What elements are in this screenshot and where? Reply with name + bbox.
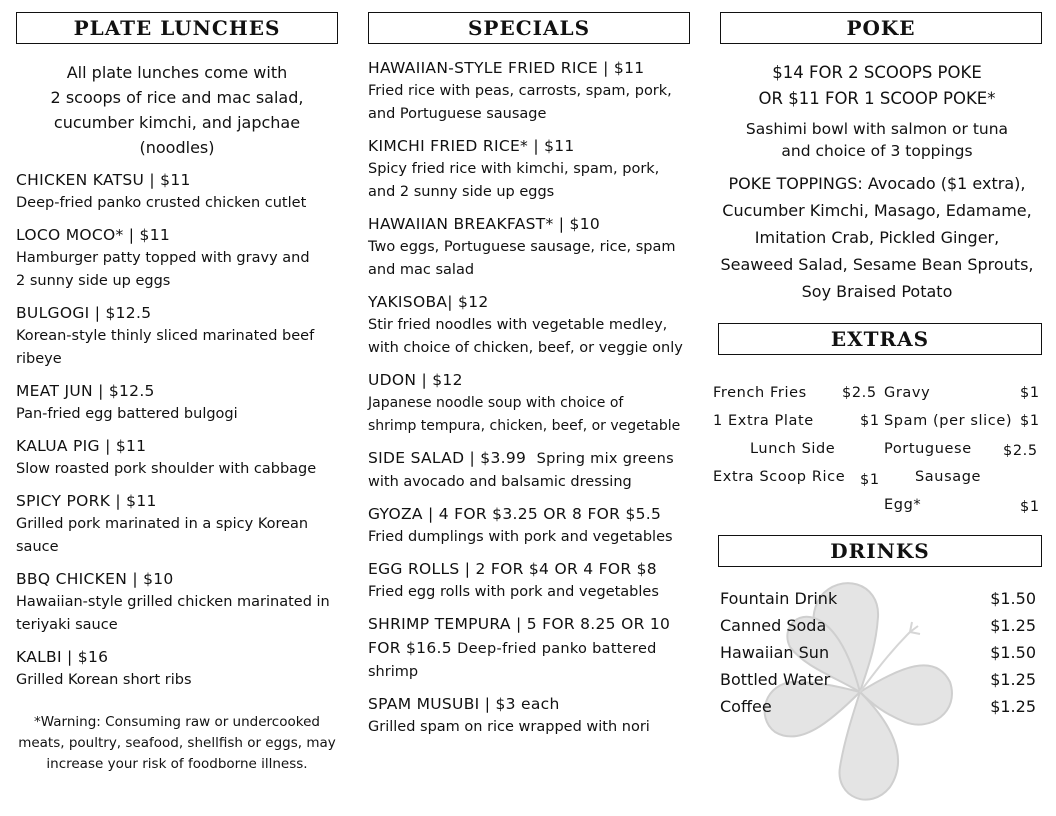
menu-item-bulgogi [16, 301, 338, 371]
item-desc: Pan-fried egg battered bulgogi [16, 406, 238, 422]
drink-row [720, 612, 1036, 639]
warning-line: *Warning: Consuming raw or undercooked [34, 714, 320, 730]
item-title: SHRIMP TEMPURA | 5 FOR 8.25 OR 10 [368, 615, 671, 633]
toppings-line: Seaweed Salad, Sesame Bean Sprouts, [720, 255, 1034, 274]
warning-line: meats, poultry, seafood, shellfish or eggs, may [18, 735, 336, 751]
item-desc: shrimp [368, 664, 419, 680]
extra-name: Lunch Side [750, 441, 836, 457]
item-desc: Fried rice with peas, carrosts, spam, pork, [368, 83, 672, 99]
drink-name: Hawaiian Sun [720, 643, 830, 662]
item-desc: Two eggs, Portuguese sausage, rice, spam [368, 239, 676, 255]
warning-line: increase your risk of foodborne illness. [46, 756, 308, 772]
specials-column [368, 12, 690, 739]
item-desc: Spicy fried rice with kimchi, spam, pork, [368, 161, 660, 177]
item-title-text: SIDE SALAD | $3.99 [368, 449, 527, 467]
item-title: KALBI | $16 [16, 648, 109, 666]
extra-price: $1 [1020, 385, 1040, 401]
item-desc: with avocado and balsamic dressing [368, 474, 632, 490]
item-title: MEAT JUN | $12.5 [16, 382, 155, 400]
item-desc: ribeye [16, 351, 62, 367]
item-desc: 2 sunny side up eggs [16, 273, 171, 289]
plate-lunches-header: PLATE LUNCHES [16, 12, 338, 44]
poke-description [712, 118, 1042, 162]
item-desc: sauce [16, 539, 59, 555]
item-title: UDON | $12 [368, 371, 463, 389]
right-column [712, 12, 1042, 720]
item-title: KALUA PIG | $11 [16, 437, 147, 455]
extra-name: 1 Extra Plate [713, 413, 814, 429]
food-safety-warning [16, 712, 338, 775]
item-title: GYOZA | 4 FOR $3.25 OR 8 FOR $5.5 [368, 505, 662, 523]
item-desc-inline: Deep-fried panko battered [457, 641, 657, 657]
drink-price: $1.25 [990, 616, 1036, 635]
toppings-line: POKE TOPPINGS: Avocado ($1 extra), [728, 174, 1026, 193]
poke-price-line: $14 FOR 2 SCOOPS POKE [772, 63, 982, 82]
poke-prices [712, 60, 1042, 112]
intro-line: cucumber kimchi, and japchae (noodles) [53, 113, 301, 157]
item-desc: Korean-style thinly sliced marinated beef [16, 328, 315, 344]
extra-price: $1 [860, 413, 880, 429]
drink-row [720, 693, 1036, 720]
menu-item-hawaiian-breakfast [368, 212, 690, 282]
menu-item-egg-rolls [368, 557, 690, 604]
item-desc: shrimp tempura, chicken, beef, or vegetable [368, 418, 681, 434]
intro-line: 2 scoops of rice and mac salad, [50, 88, 304, 107]
drink-name: Fountain Drink [720, 589, 838, 608]
item-title: KIMCHI FRIED RICE* | $11 [368, 137, 575, 155]
menu-item-side-salad [368, 446, 690, 494]
item-title: YAKISOBA| $12 [368, 293, 489, 311]
item-desc: Fried dumplings with pork and vegetables [368, 529, 673, 545]
item-title [368, 446, 690, 471]
item-desc: Grilled Korean short ribs [16, 672, 192, 688]
drink-price: $1.50 [990, 589, 1036, 608]
item-desc: Slow roasted pork shoulder with cabbage [16, 461, 317, 477]
menu-item-gyoza [368, 502, 690, 549]
menu-item-hawaiian-fried-rice [368, 56, 690, 126]
extra-price: $1 [1020, 413, 1040, 429]
item-desc-inline: Spring mix greens [536, 451, 674, 467]
menu-item-loco-moco [16, 223, 338, 293]
extra-name: Spam (per slice) [884, 413, 1013, 429]
item-desc: and Portuguese sausage [368, 106, 547, 122]
drinks-header: DRINKS [718, 535, 1042, 567]
poke-price-line: OR $11 FOR 1 SCOOP POKE* [758, 89, 996, 108]
poke-header: POKE [720, 12, 1042, 44]
item-desc: and 2 sunny side up eggs [368, 184, 555, 200]
item-desc: Hawaiian-style grilled chicken marinated in [16, 594, 330, 610]
extra-name: Egg* [884, 497, 922, 513]
menu-item-udon [368, 368, 690, 438]
intro-line: All plate lunches come with [66, 63, 288, 82]
item-title-continued [368, 636, 690, 661]
drink-name: Canned Soda [720, 616, 827, 635]
extra-name: French Fries [713, 385, 807, 401]
extra-name: Gravy [884, 385, 931, 401]
item-desc: Grilled spam on rice wrapped with nori [368, 719, 650, 735]
item-title: SPAM MUSUBI | $3 each [368, 695, 560, 713]
item-title: CHICKEN KATSU | $11 [16, 171, 191, 189]
item-title-text: FOR $16.5 [368, 639, 452, 657]
menu-item-kalbi [16, 645, 338, 692]
item-desc: Grilled pork marinated in a spicy Korean [16, 516, 309, 532]
menu-item-shrimp-tempura [368, 612, 690, 684]
poke-desc-line: Sashimi bowl with salmon or tuna [745, 120, 1009, 138]
drink-price: $1.50 [990, 643, 1036, 662]
menu-item-yakisoba [368, 290, 690, 360]
drink-name: Coffee [720, 697, 772, 716]
menu-item-spam-musubi [368, 692, 690, 739]
menu-item-kalua-pig [16, 434, 338, 481]
drink-name: Bottled Water [720, 670, 831, 689]
toppings-line: Cucumber Kimchi, Masago, Edamame, [722, 201, 1032, 220]
item-desc: Hamburger patty topped with gravy and [16, 250, 310, 266]
item-title: SPICY PORK | $11 [16, 492, 157, 510]
menu-item-kimchi-fried-rice [368, 134, 690, 204]
poke-toppings [712, 170, 1042, 305]
item-desc: and mac salad [368, 262, 475, 278]
item-title: LOCO MOCO* | $11 [16, 226, 171, 244]
drink-row [720, 639, 1036, 666]
toppings-line: Soy Braised Potato [801, 282, 953, 301]
menu-item-chicken-katsu [16, 168, 338, 215]
drink-row [720, 585, 1036, 612]
extra-price: $1 [860, 472, 880, 488]
poke-desc-line: and choice of 3 toppings [781, 142, 973, 160]
extra-name: Portuguese [884, 441, 972, 457]
item-desc: Deep-fried panko crusted chicken cutlet [16, 195, 307, 211]
specials-header: SPECIALS [368, 12, 690, 44]
extra-name: Sausage [915, 469, 982, 485]
drink-price: $1.25 [990, 697, 1036, 716]
extra-price: $1 [1020, 499, 1040, 515]
drink-row [720, 666, 1036, 693]
item-desc: Japanese noodle soup with choice of [368, 395, 624, 411]
plate-lunches-intro [16, 60, 338, 160]
menu-item-bbq-chicken [16, 567, 338, 637]
item-title: HAWAIIAN BREAKFAST* | $10 [368, 215, 601, 233]
menu-item-spicy-pork [16, 489, 338, 559]
extra-price: $2.5 [842, 385, 877, 401]
item-desc: Fried egg rolls with pork and vegetables [368, 584, 659, 600]
extras-list [712, 373, 1042, 523]
drinks-list [712, 585, 1042, 720]
item-desc: teriyaki sauce [16, 617, 118, 633]
item-title: EGG ROLLS | 2 FOR $4 OR 4 FOR $8 [368, 560, 657, 578]
item-title: HAWAIIAN-STYLE FRIED RICE | $11 [368, 59, 645, 77]
item-desc: Stir fried noodles with vegetable medley, [368, 317, 668, 333]
extra-name: Extra Scoop Rice [713, 469, 846, 485]
item-title: BBQ CHICKEN | $10 [16, 570, 174, 588]
extras-header: EXTRAS [718, 323, 1042, 355]
item-desc: with choice of chicken, beef, or veggie only [368, 340, 683, 356]
menu-item-meat-jun [16, 379, 338, 426]
drink-price: $1.25 [990, 670, 1036, 689]
extra-price: $2.5 [1003, 443, 1038, 459]
plate-lunches-column [16, 12, 338, 775]
item-title: BULGOGI | $12.5 [16, 304, 152, 322]
toppings-line: Imitation Crab, Pickled Ginger, [754, 228, 1000, 247]
